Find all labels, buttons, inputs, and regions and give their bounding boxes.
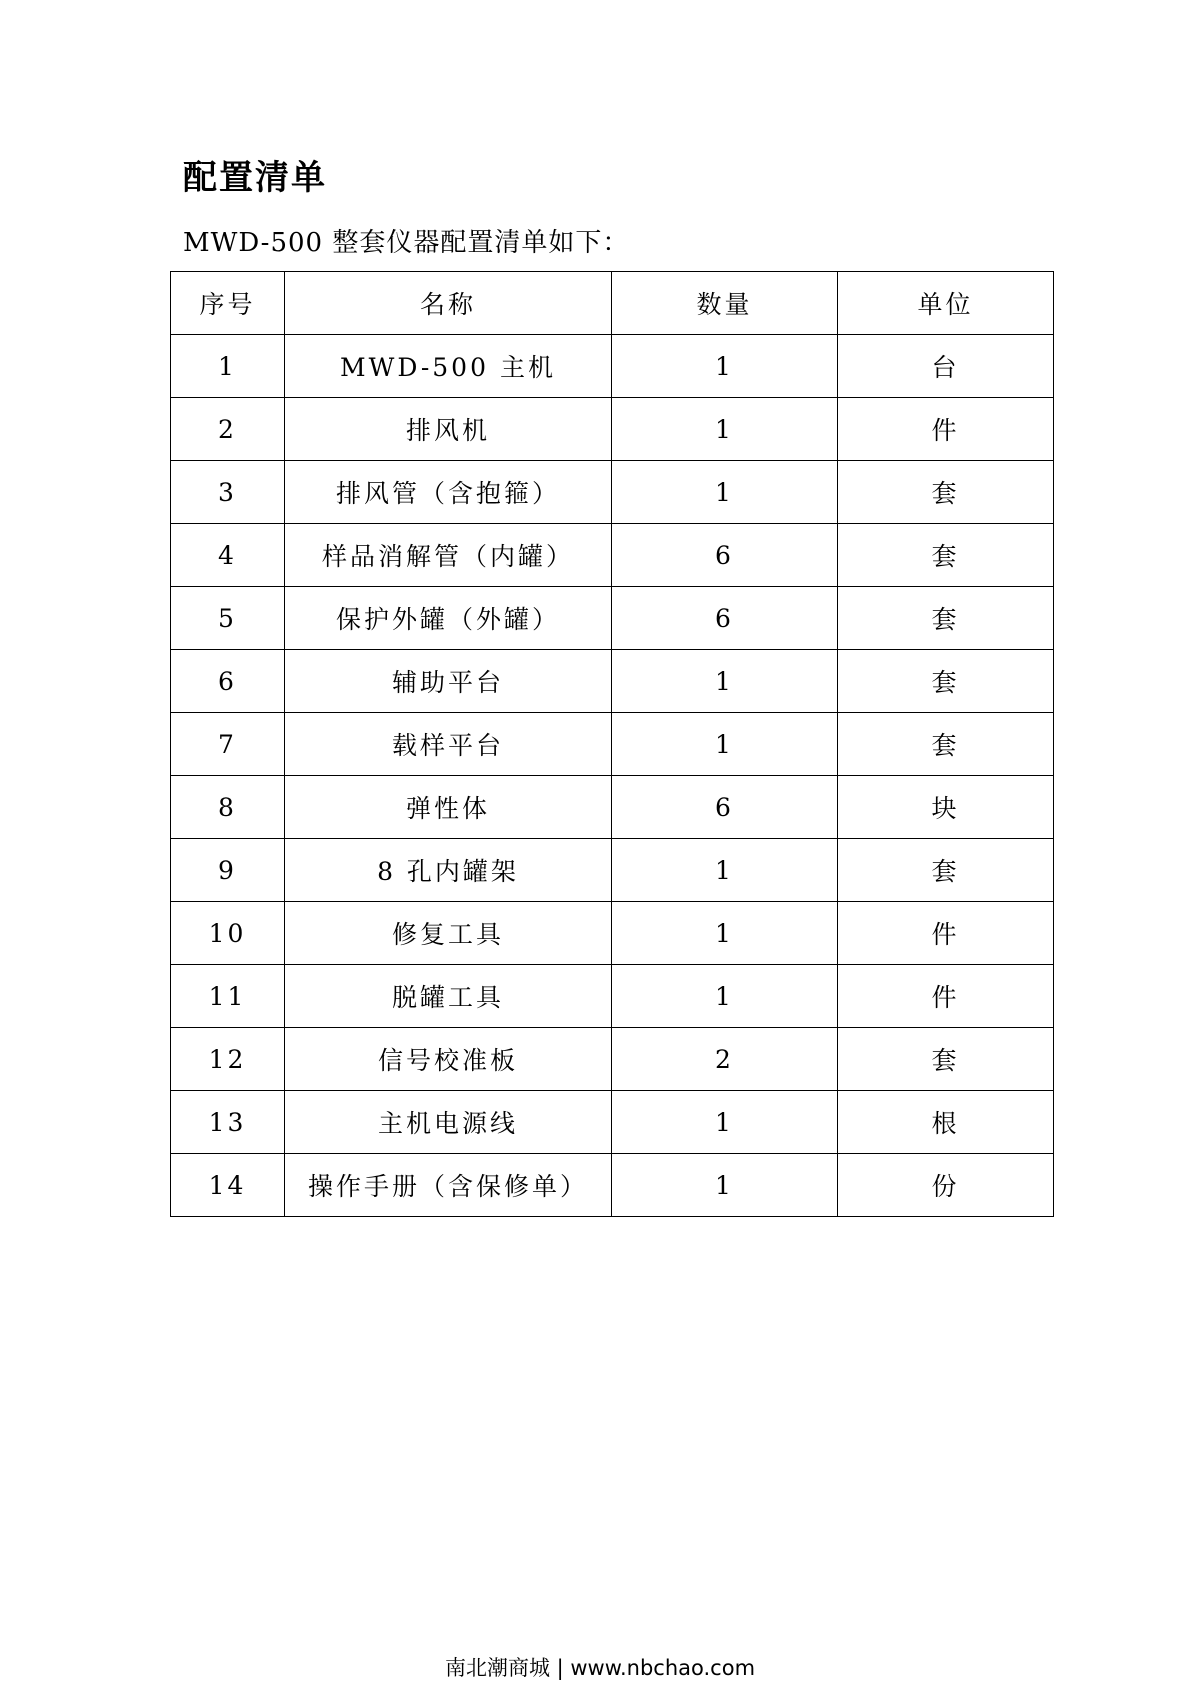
cell-unit: 套 — [838, 524, 1054, 587]
cell-name: 8 孔内罐架 — [285, 839, 612, 902]
config-table — [170, 271, 1054, 1217]
table-row — [171, 713, 1054, 776]
cell-qty: 6 — [612, 776, 838, 839]
cell-qty: 6 — [612, 587, 838, 650]
cell-name: 脱罐工具 — [285, 965, 612, 1028]
cell-qty: 1 — [612, 713, 838, 776]
cell-unit: 套 — [838, 587, 1054, 650]
table-row — [171, 1028, 1054, 1091]
cell-unit: 件 — [838, 965, 1054, 1028]
cell-unit: 套 — [838, 650, 1054, 713]
cell-unit: 块 — [838, 776, 1054, 839]
cell-qty: 1 — [612, 902, 838, 965]
table-row — [171, 839, 1054, 902]
cell-no: 4 — [171, 524, 285, 587]
cell-name: 辅助平台 — [285, 650, 612, 713]
cell-qty: 1 — [612, 1091, 838, 1154]
cell-unit: 套 — [838, 1028, 1054, 1091]
table-row — [171, 650, 1054, 713]
intro-text: MWD-500 整套仪器配置清单如下： — [183, 228, 630, 258]
cell-qty: 1 — [612, 398, 838, 461]
cell-qty: 1 — [612, 965, 838, 1028]
table-header-row — [171, 272, 1054, 335]
cell-no: 8 — [171, 776, 285, 839]
table-row — [171, 776, 1054, 839]
cell-qty: 1 — [612, 335, 838, 398]
table-row — [171, 1154, 1054, 1217]
cell-unit: 根 — [838, 1091, 1054, 1154]
cell-name: 主机电源线 — [285, 1091, 612, 1154]
cell-qty: 6 — [612, 524, 838, 587]
table-row — [171, 902, 1054, 965]
cell-no: 2 — [171, 398, 285, 461]
table-row — [171, 461, 1054, 524]
cell-no: 1 — [171, 335, 285, 398]
cell-unit: 套 — [838, 461, 1054, 524]
cell-no: 7 — [171, 713, 285, 776]
table-row — [171, 587, 1054, 650]
footer-watermark: 南北潮商城 | www.nbchao.com — [444, 1656, 756, 1680]
cell-name: 样品消解管（内罐） — [285, 524, 612, 587]
table-row — [171, 398, 1054, 461]
cell-no: 3 — [171, 461, 285, 524]
cell-name: 保护外罐（外罐） — [285, 587, 612, 650]
cell-no: 12 — [171, 1028, 285, 1091]
cell-name: MWD-500 主机 — [285, 335, 612, 398]
cell-name: 操作手册（含保修单） — [285, 1154, 612, 1217]
table-row — [171, 1091, 1054, 1154]
cell-name: 载样平台 — [285, 713, 612, 776]
cell-name: 弹性体 — [285, 776, 612, 839]
cell-name: 排风机 — [285, 398, 612, 461]
cell-unit: 份 — [838, 1154, 1054, 1217]
cell-name: 修复工具 — [285, 902, 612, 965]
cell-unit: 套 — [838, 713, 1054, 776]
cell-qty: 1 — [612, 1154, 838, 1217]
cell-no: 6 — [171, 650, 285, 713]
cell-no: 13 — [171, 1091, 285, 1154]
cell-qty: 2 — [612, 1028, 838, 1091]
cell-unit: 套 — [838, 839, 1054, 902]
table-row — [171, 335, 1054, 398]
cell-unit: 件 — [838, 902, 1054, 965]
cell-name: 信号校准板 — [285, 1028, 612, 1091]
table-row — [171, 965, 1054, 1028]
cell-unit: 件 — [838, 398, 1054, 461]
header-no: 序号 — [171, 272, 285, 335]
cell-qty: 1 — [612, 461, 838, 524]
cell-no: 14 — [171, 1154, 285, 1217]
cell-no: 5 — [171, 587, 285, 650]
table-row — [171, 524, 1054, 587]
cell-qty: 1 — [612, 839, 838, 902]
cell-no: 11 — [171, 965, 285, 1028]
header-qty: 数量 — [612, 272, 838, 335]
cell-qty: 1 — [612, 650, 838, 713]
page-title: 配置清单 — [183, 158, 327, 198]
cell-unit: 台 — [838, 335, 1054, 398]
cell-no: 9 — [171, 839, 285, 902]
cell-no: 10 — [171, 902, 285, 965]
header-unit: 单位 — [838, 272, 1054, 335]
header-name: 名称 — [285, 272, 612, 335]
cell-name: 排风管（含抱箍） — [285, 461, 612, 524]
